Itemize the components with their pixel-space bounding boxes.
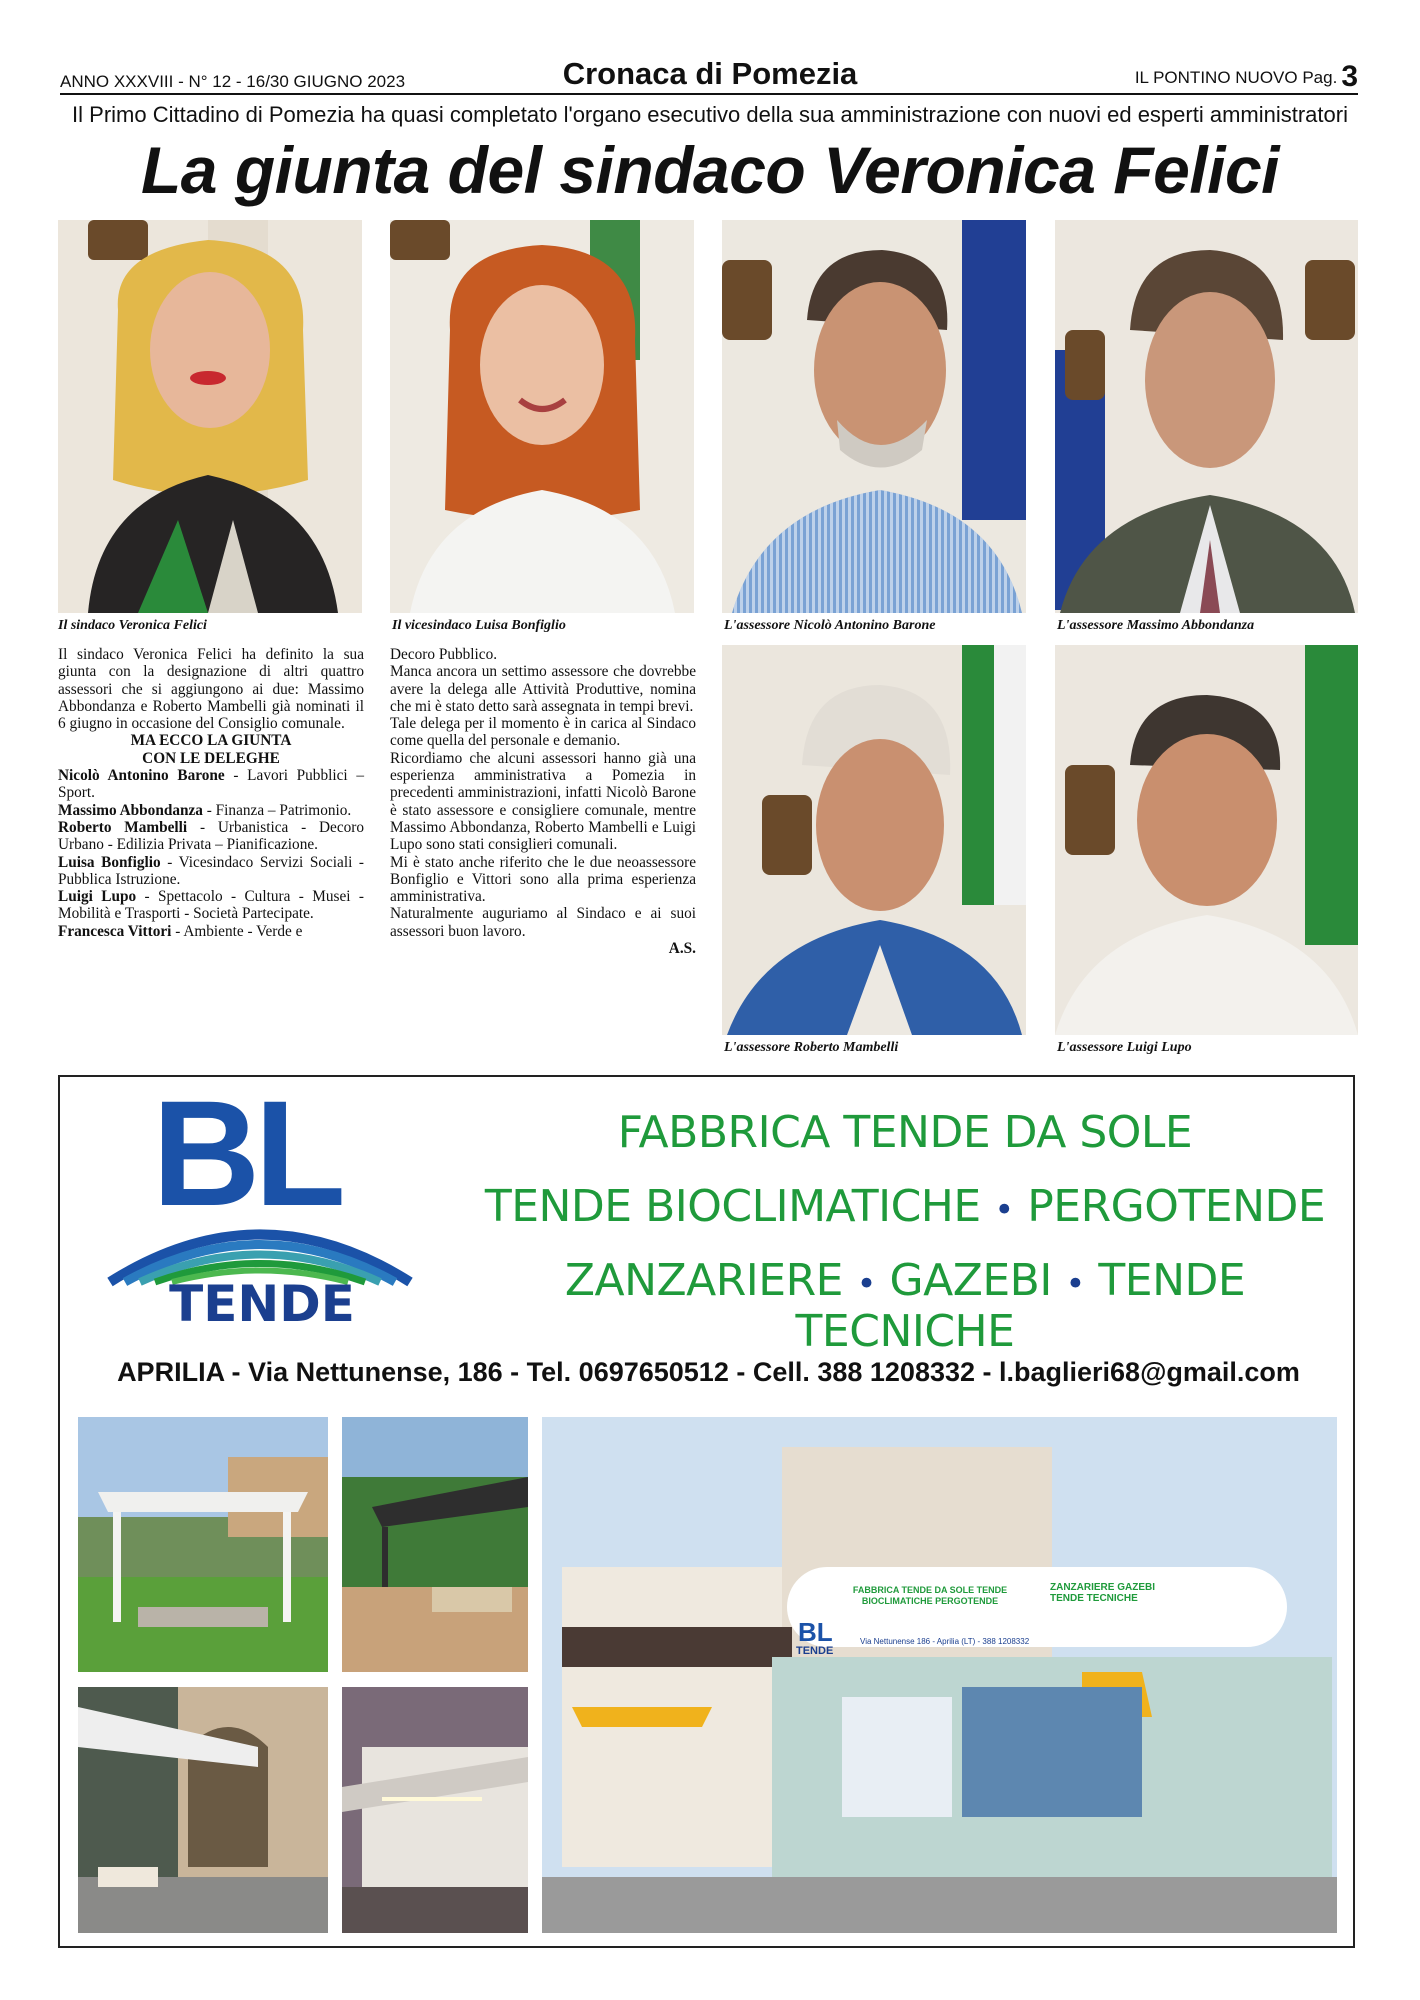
delega-item [58,767,364,802]
article-subhead-1: MA ECCO LA GIUNTA [130,732,292,750]
issue-info: ANNO XXXVIII - N° 12 - 16/30 GIUGNO 2023 [60,72,406,91]
delega-name: Nicolò Antonino Barone [58,767,225,785]
article-paragraph: Naturalmente auguriamo al Sindaco e ai suoi assessori buon lavoro. [390,905,696,940]
delega-name: Luisa Bonfiglio [58,853,161,871]
photo-felici [58,220,362,613]
kicker: Il Primo Cittadino di Pomezia ha quasi completato l'organo esecutivo della sua amministrazione con nuovi ed esperti amministratori [72,102,1348,127]
ad-line-3 [460,1255,1350,1357]
delega-text: - Urbanistica - Decoro Urbano - Edilizia Privata – Pianificazione. [58,818,364,854]
article-paragraph: Ricordiamo che alcuni assessori hanno già una esperienza amministrativa a Pomezia in precedenti amministrazioni, infatti Nicolò Barone è stato assessore e consigliere comunale, mentre Massimo Abbondanza, Roberto Mambelli e Luigi Lupo sono stati consiglieri comunali. [390,749,696,854]
caption-abbondanza: L'assessore Massimo Abbondanza [1057,618,1255,633]
sign-text-left: FABBRICA TENDE DA SOLE TENDE BIOCLIMATICHE PERGOTENDE [852,1585,1008,1606]
logo-lines-graphic [100,1197,420,1287]
delega-item [58,888,364,923]
photo-barone [722,220,1026,613]
ad-text: ZANZARIERE [564,1255,843,1306]
ad-line-2 [460,1181,1350,1232]
ad-bullet: • [1065,1264,1085,1304]
delega-text: - Lavori Pubblici – Sport. [58,767,364,802]
ad-line-1: FABBRICA TENDE DA SOLE [617,1107,1193,1158]
logo-letters: BL [152,1069,340,1237]
sign-logo: BL [798,1617,833,1647]
bl-tende-logo [100,1069,420,1347]
caption-bonfiglio: Il vicesindaco Luisa Bonfiglio [392,618,566,633]
headline: La giunta del sindaco Veronica Felici [140,133,1279,207]
ad-photo-awning-evening [342,1687,528,1933]
delega-item [58,923,364,940]
photo-abbondanza [1055,220,1358,613]
delega-text: - Ambiente - Verde e [171,922,303,940]
delega-text: - Spettacolo - Cultura - Musei - Mobilità e Trasporti - Società Partecipate. [58,888,364,923]
storefront-sign-right [1050,1582,1180,1604]
photo-mambelli [722,645,1026,1035]
article-column-1 [58,646,364,940]
delega-name: Massimo Abbondanza [58,801,203,819]
paper-name [1135,60,1358,94]
delega-text: - Finanza – Patrimonio. [202,801,352,819]
sign-word: TENDE [796,1645,834,1657]
section-title: Cronaca di Pomezia [562,56,858,91]
article-paragraph: Decoro Pubblico. [390,646,498,663]
header-rule [60,93,1358,95]
ad-photo-pergola-deck [342,1417,528,1672]
paper-label: IL PONTINO NUOVO Pag. [1134,68,1338,87]
article-intro: Il sindaco Veronica Felici ha definito la sua giunta con la designazione di altri quattro assessori che si aggiungono ai due: Massimo Abbondanza e Roberto Mambelli già nominati il 6 giugno in occasione del Consiglio comunale. [58,646,364,733]
logo-word: TENDE [169,1275,355,1333]
ad-text: TENDE TECNICHE [795,1255,1246,1357]
storefront-sign [820,1585,1040,1607]
delega-item [58,802,364,819]
article-subhead-2: CON LE DELEGHE [142,749,280,767]
delega-item [58,854,364,889]
ad-bullet: • [994,1190,1014,1230]
delega-name: Luigi Lupo [58,888,137,906]
photo-lupo [1055,645,1358,1035]
article-signature: A.S. [668,940,696,958]
sign-address: Via Nettunense 186 - Aprilia (LT) - 388 1208332 [860,1637,1030,1646]
delega-name: Roberto Mambelli [58,818,188,836]
ad-text: TENDE BIOCLIMATICHE [484,1181,981,1232]
sign-text-right: ZANZARIERE GAZEBI TENDE TECNICHE [1050,1582,1155,1604]
article-paragraph: Manca ancora un settimo assessore che dovrebbe avere la delega alle Attività Produttive, nomina che mi è stato detto sarà assegnata in tempi brevi. [390,663,696,715]
article-column-2 [390,646,696,957]
ad-contact-line: APRILIA - Via Nettunense, 186 - Tel. 0697650512 - Cell. 388 1208332 - l.baglieri68@gmail.com [117,1357,1300,1387]
ad-photo-pergola-garden [78,1417,328,1672]
caption-mambelli: L'assessore Roberto Mambelli [724,1040,899,1055]
caption-lupo: L'assessore Luigi Lupo [1057,1040,1192,1055]
article-paragraph: Tale delega per il momento è in carica al Sindaco come quella del personale e demanio. [390,715,696,750]
ad-text: GAZEBI [889,1255,1052,1306]
delega-text: - Vicesindaco Servizi Sociali - Pubblica Istruzione. [58,853,365,888]
ad-photo-awning-restaurant [78,1687,328,1933]
article-paragraph: Mi è stato anche riferito che le due neoassessore Bonfiglio e Vittori sono alla prima esperienza amministrativa. [390,853,696,906]
ad-text: PERGOTENDE [1027,1181,1326,1232]
caption-barone: L'assessore Nicolò Antonino Barone [724,618,936,633]
delega-item [58,819,364,854]
advertisement [58,1069,1355,1948]
page-number: 3 [1341,60,1358,93]
delega-name: Francesca Vittori [58,922,172,940]
ad-photo-storefront [542,1417,1337,1933]
caption-felici: Il sindaco Veronica Felici [58,618,207,633]
photo-bonfiglio [390,220,694,613]
ad-bullet: • [856,1264,877,1304]
